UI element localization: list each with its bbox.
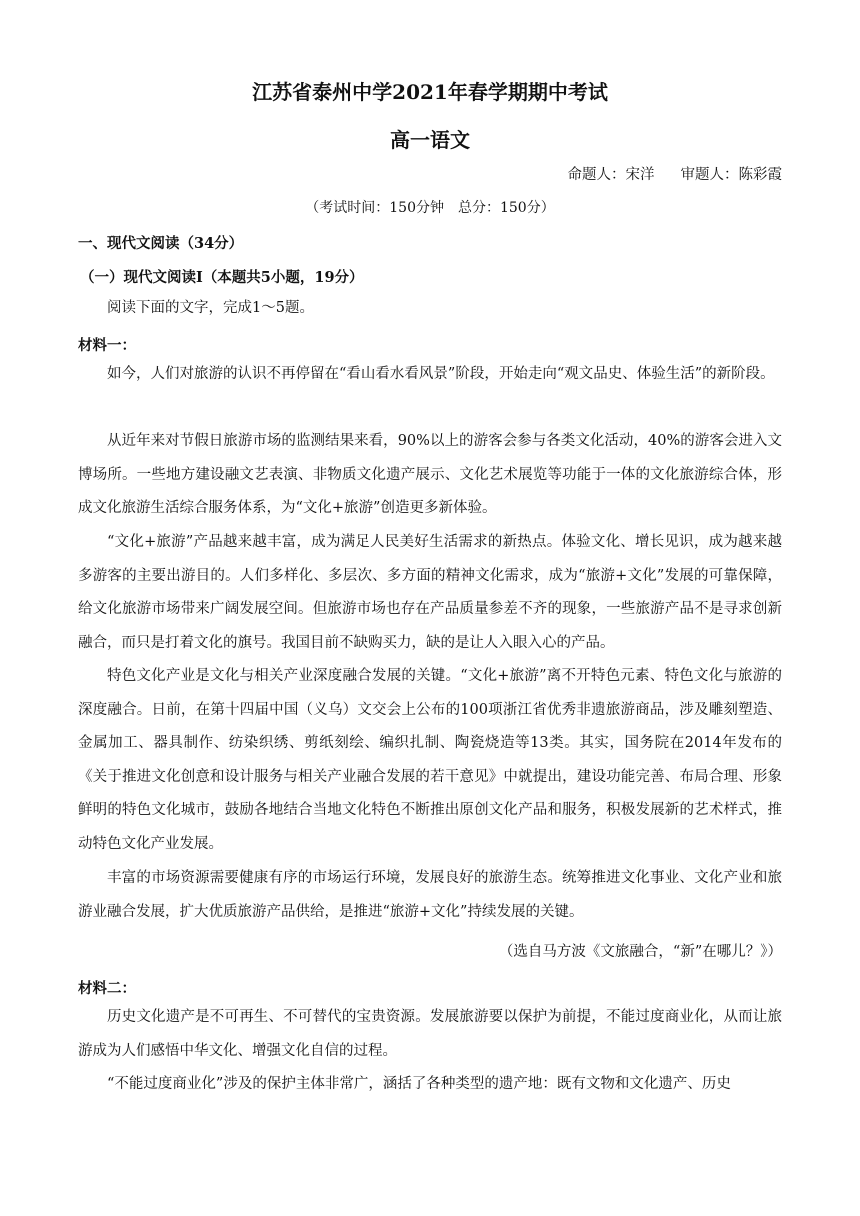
material2-label: 材料二： [78,980,136,997]
material1-label: 材料一： [78,337,136,354]
material2-paragraph: “不能过度商业化”涉及的保护主体非常广，涵括了各种类型的遗产地：既有文物和文化遗产、历史 [107,1076,731,1092]
section-heading: 一、现代文阅读（34分） [78,235,244,252]
material1-source: （选自马方波《文旅融合，“新”在哪儿？》） [498,944,782,960]
reviewer-label: 审题人：陈彩霞 [680,167,782,183]
subsection-heading: （一）现代文阅读Ⅰ（本题共5小题，19分） [80,269,364,286]
material1-paragraph: 如今，人们对旅游的认识不再停留在“看山看水看风景”阶段，开始走向“观文品史、体验生活”的新阶段。 [107,366,775,382]
exam-info: （考试时间：150分钟 总分：150分） [305,200,555,216]
authors-line [568,163,783,184]
material1-paragraph: “文化+旅游”产品越来越丰富，成为满足人民美好生活需求的新热点。体验文化、增长见识，成为越来越多游客的主要出游目的。人们多样化、多层次、多方面的精神文化需求，成为“旅游+文化”发展的可靠保障，给文化旅游市场带来广阔发展空间。但旅游市场也存在产品质量参差不齐的现象，一些旅游产品不是寻求创新融合，而只是打着文化的旗号。我国目前不缺购买力，缺的是让人入眼入心的产品。 [78,534,782,651]
material1-paragraph: 从近年来对节假日旅游市场的监测结果来看，90%以上的游客会参与各类文化活动，40%的游客会进入文博场所。一些地方建设融文艺表演、非物质文化遗产展示、文化艺术展览等功能于一体的文化旅游综合体，形成文化旅游生活综合服务体系，为“文化+旅游”创造更多新体验。 [78,433,782,516]
material2-paragraph: 历史文化遗产是不可再生、不可替代的宝贵资源。发展旅游要以保护为前提，不能过度商业化，从而让旅游成为人们感悟中华文化、增强文化自信的过程。 [78,1009,782,1059]
instruction-text: 阅读下面的文字，完成1～5题。 [107,300,314,316]
subject-title: 高一语文 [390,128,470,152]
material1-paragraph: 丰富的市场资源需要健康有序的市场运行环境，发展良好的旅游生态。统筹推进文化事业、文化产业和旅游业融合发展，扩大优质旅游产品供给，是推进“旅游+文化”持续发展的关键。 [78,870,782,920]
exam-title: 江苏省泰州中学2021年春学期期中考试 [252,80,608,104]
setter-label: 命题人：宋洋 [567,167,655,183]
material1-paragraph: 特色文化产业是文化与相关产业深度融合发展的关键。“文化+旅游”离不开特色元素、特色文化与旅游的深度融合。日前，在第十四届中国（义乌）文交会上公布的100项浙江省优秀非遗旅游商品，涉及雕刻塑造、金属加工、器具制作、纺染织绣、剪纸刻绘、编织扎制、陶瓷烧造等13类。其实，国务院在2014年发布的《关于推进文化创意和设计服务与相关产业融合发展的若干意见》中就提出，建设功能完善、布局合理、形象鲜明的特色文化城市，鼓励各地结合当地文化特色不断推出原创文化产品和服务，积极发展新的艺术样式，推动特色文化产业发展。 [78,668,782,852]
